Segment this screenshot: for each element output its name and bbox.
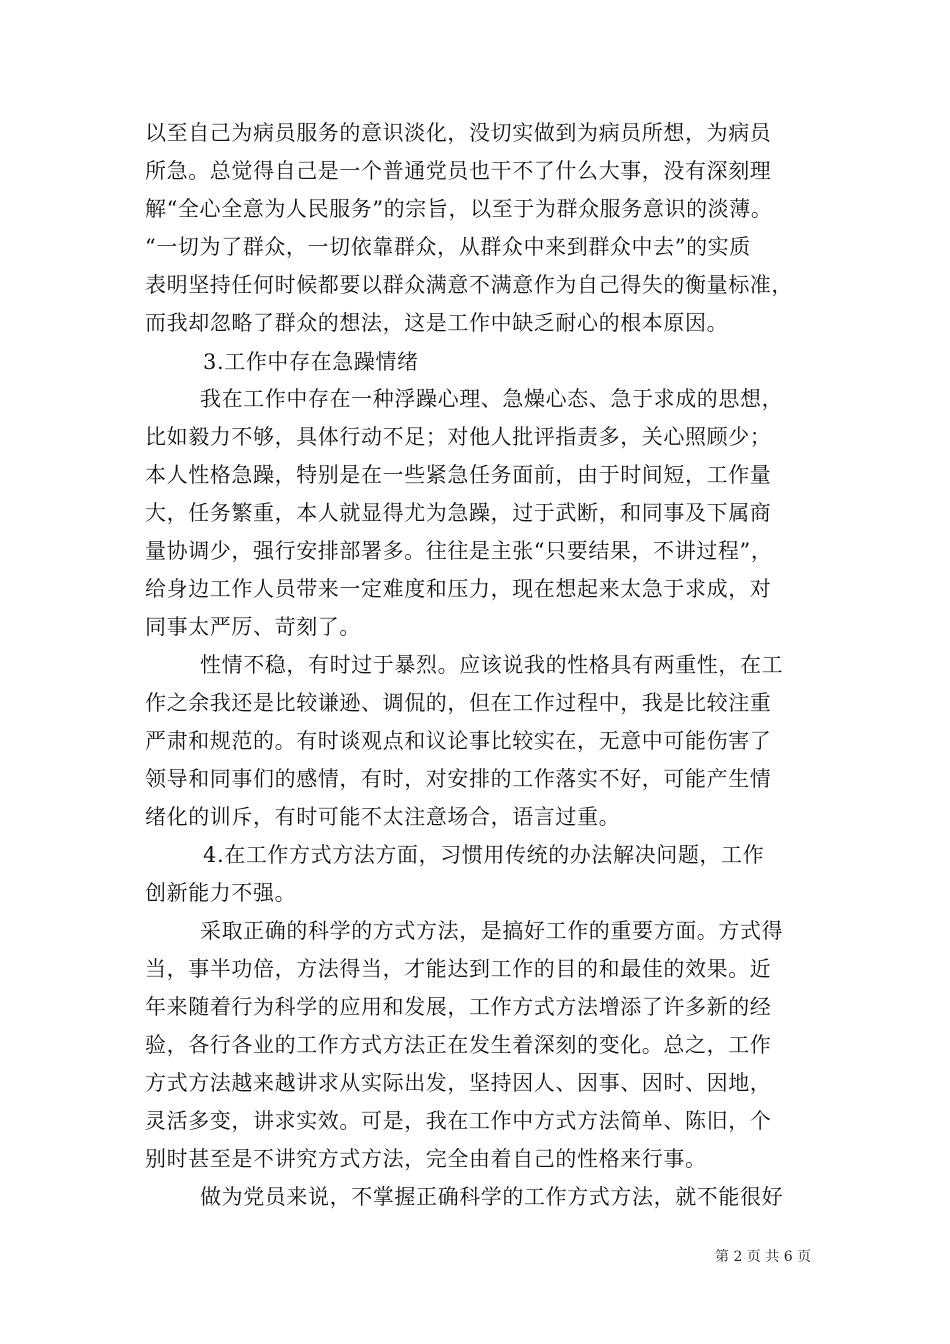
paragraph-line: 年来随着行为科学的应用和发展，工作方式方法增添了许多新的经 [145,995,772,1019]
paragraph-line: 我在工作中存在一种浮躁心理、急燥心态、急于求成的思想， [200,387,784,411]
paragraph-line: 严肃和规范的。有时谈观点和议论事比较实在，无意中可能伤害了 [145,729,772,753]
section-heading-continuation: 创新能力不强。 [145,881,297,905]
paragraph-line: 比如毅力不够，具体行动不足；对他人批评指责多，关心照顾少； [145,425,772,449]
paragraph-line: 作之余我还是比较谦逊、调侃的，但在工作过程中，我是比较注重 [145,691,772,715]
paragraph-line: 所急。总觉得自己是一个普通党员也干不了什么大事，没有深刻理 [145,159,772,183]
section-heading: 3.工作中存在急躁情绪 [203,350,419,374]
paragraph-line: 领导和同事们的感情，有时，对安排的工作落实不好，可能产生情 [145,767,772,791]
paragraph-line: 解“全心全意为人民服务”的宗旨，以至于为群众服务意识的淡薄。 [145,197,773,221]
paragraph-line: 当，事半功倍，方法得当，才能达到工作的目的和最佳的效果。近 [145,957,772,981]
paragraph-line: 验，各行各业的工作方式方法正在发生着深刻的变化。总之，工作 [145,1033,772,1057]
paragraph-line: 采取正确的科学的方式方法，是搞好工作的重要方面。方式得 [200,919,784,943]
paragraph-line: 绪化的训斥，有时可能不太注意场合，语言过重。 [145,805,621,829]
paragraph-line: “一切为了群众，一切依靠群众，从群众中来到群众中去”的实质 [145,235,751,259]
paragraph-line: 方式方法越来越讲求从实际出发，坚持因人、因事、因时、因地， [145,1071,772,1095]
paragraph-line: 别时甚至是不讲究方式方法，完全由着自己的性格来行事。 [145,1147,707,1171]
paragraph-line: 表明坚持任何时候都要以群众满意不满意作为自己得失的衡量标准， [145,273,793,297]
page-number: 第 2 页 共 6 页 [715,1249,812,1265]
paragraph-line: 而我却忽略了群众的想法，这是工作中缺乏耐心的根本原因。 [145,311,729,335]
paragraph-line: 以至自己为病员服务的意识淡化，没切实做到为病员所想，为病员 [145,121,772,145]
paragraph-line: 性情不稳，有时过于暴烈。应该说我的性格具有两重性，在工 [200,653,784,677]
paragraph-line: 做为党员来说，不掌握正确科学的工作方式方法，就不能很好 [200,1185,784,1209]
paragraph-line: 同事太严厉、苛刻了。 [145,615,361,639]
paragraph-line: 灵活多变，讲求实效。可是，我在工作中方式方法简单、陈旧，个 [145,1109,772,1133]
section-heading: 4.在工作方式方法方面，习惯用传统的办法解决问题，工作 [203,843,765,867]
paragraph-line: 本人性格急躁，特别是在一些紧急任务面前，由于时间短，工作量 [145,463,772,487]
paragraph-line: 给身边工作人员带来一定难度和压力，现在想起来太急于求成，对 [145,577,772,601]
paragraph-line: 量协调少，强行安排部署多。往往是主张“只要结果，不讲过程”， [145,539,773,563]
paragraph-line: 大，任务繁重，本人就显得尤为急躁，过于武断，和同事及下属商 [145,501,772,525]
